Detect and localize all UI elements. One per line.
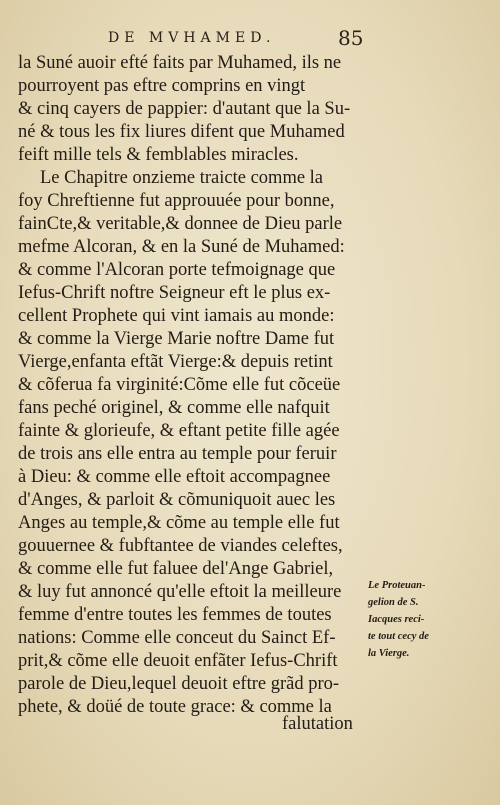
page-number: 85 — [338, 26, 364, 50]
body-text — [18, 52, 366, 719]
text-line: & cõferua fa virginité:Cõme elle fut cõceüe — [18, 375, 341, 395]
chapter-opening-line: Le Chapitre onzieme traicte comme la — [40, 168, 324, 188]
text-line: feift mille tels & femblables miracles. — [18, 145, 299, 165]
marginal-note-line: gelion de S. — [368, 597, 419, 608]
text-line: fans peché originel, & comme elle nafquit — [18, 398, 330, 418]
catchword: falutation — [282, 714, 353, 734]
text-line: d'Anges, & parloit & cõmuniquoit auec les — [18, 490, 336, 510]
marginal-note-line: Le Proteuan- — [368, 580, 426, 591]
text-line: fainte & glorieufe, & eftant petite fille agée — [18, 421, 340, 441]
text-line: cellent Prophete qui vint iamais au monde: — [18, 306, 335, 326]
text-line: nations: Comme elle conceut du Sainct Ef- — [18, 628, 336, 648]
text-line: prit,& cõme elle deuoit enfãter Iefus-Chrift — [18, 651, 338, 671]
marginal-note — [368, 577, 496, 662]
text-line: gouuernee & fubftantee de viandes celeftes, — [18, 536, 343, 556]
text-line: & comme elle fut faluee del'Ange Gabriel, — [18, 559, 334, 579]
text-line: femme d'entre toutes les femmes de toutes — [18, 605, 332, 625]
text-line: & luy fut annoncé qu'elle eftoit la meilleure — [18, 582, 342, 602]
text-line: pourroyent pas eftre comprins en vingt — [18, 76, 306, 96]
text-line: Iefus-Chrift noftre Seigneur eft le plus ex- — [18, 283, 331, 303]
text-line: & cinq cayers de pappier: d'autant que la Su- — [18, 99, 351, 119]
text-line: né & tous les fix liures difent que Muhamed — [18, 122, 345, 142]
text-line: parole de Dieu,lequel deuoit eftre grãd pro- — [18, 674, 340, 694]
running-head: DE MVHAMED. — [108, 30, 276, 46]
text-line: phete, & doüé de toute grace: & comme la — [18, 697, 332, 717]
text-line: fainCte,& veritable,& donnee de Dieu parle — [18, 214, 343, 234]
marginal-note-line: la Vierge. — [368, 648, 410, 659]
text-line: & comme la Vierge Marie noftre Dame fut — [18, 329, 335, 349]
text-line: Vierge,enfanta eftãt Vierge:& depuis retint — [18, 352, 333, 372]
text-line: mefme Alcoran, & en la Suné de Muhamed: — [18, 237, 345, 257]
text-line: foy Chreftienne fut approuuée pour bonne, — [18, 191, 335, 211]
text-line: Anges au temple,& cõme au temple elle fut — [18, 513, 340, 533]
marginal-note-line: Iacques reci- — [368, 614, 425, 625]
text-line: de trois ans elle entra au temple pour feruir — [18, 444, 337, 464]
text-line: à Dieu: & comme elle eftoit accompagnee — [18, 467, 331, 487]
marginal-note-line: te tout cecy de — [368, 631, 429, 642]
text-line: & comme l'Alcoran porte tefmoignage que — [18, 260, 336, 280]
text-line: la Suné auoir efté faits par Muhamed, ils ne — [18, 53, 342, 73]
